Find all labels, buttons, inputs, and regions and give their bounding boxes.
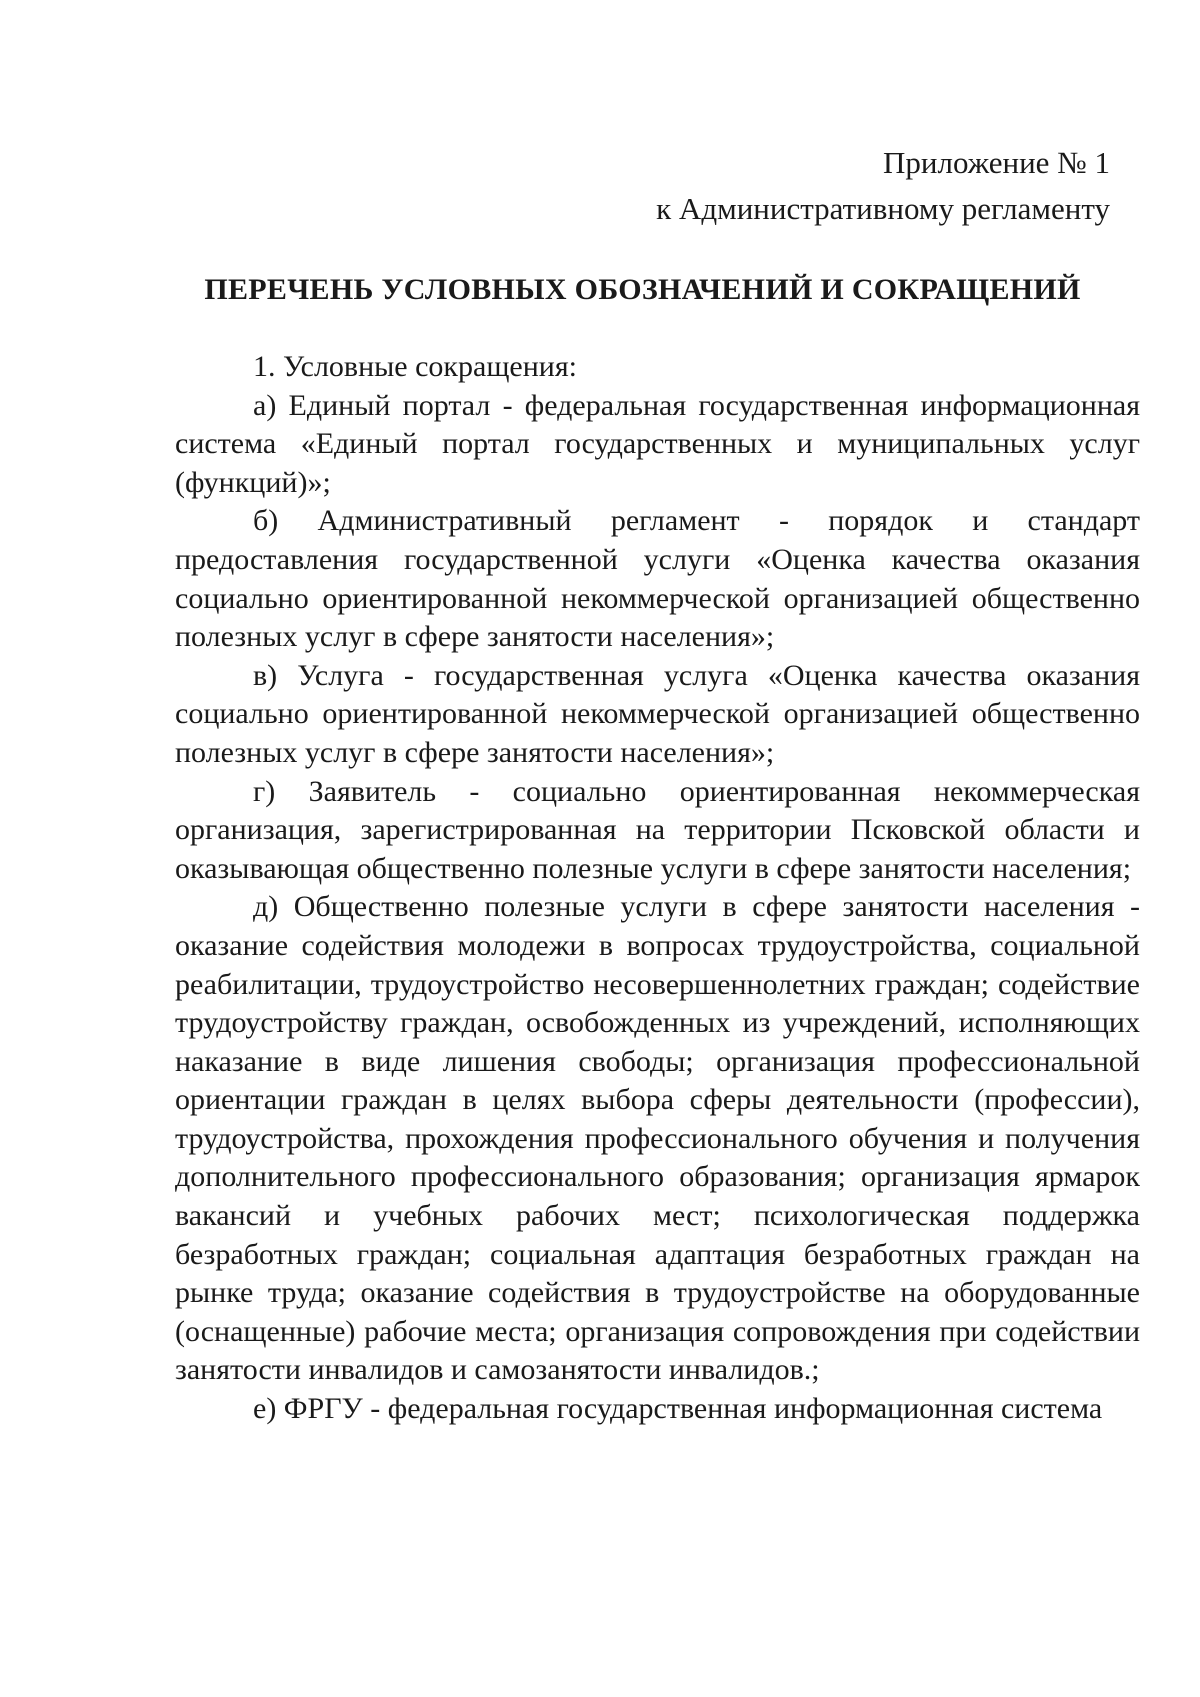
appendix-reference bbox=[656, 140, 1110, 232]
appendix-number: Приложение № 1 bbox=[883, 145, 1110, 180]
definition-item-v: в) Услуга - государственная услуга «Оценка качества оказания социально ориентированной некоммерческой организацией общественно полезных услуг в сфере занятости населения»; bbox=[175, 658, 1140, 769]
document-body bbox=[175, 348, 1140, 1429]
definition-item-d: д) Общественно полезные услуги в сфере занятости населения - оказание содействия молодежи в вопросах трудоустройства, социальной реабилитации, трудоустройство несовершеннолетних граждан; содействие трудоустройству граждан, освобожденных из учреждений, исполняющих наказание в виде лишения свободы; организация профессиональной ориентации граждан в целях выбора сферы деятельности (профессии), трудоустройства, прохождения профессионального обучения и получения дополнительного профессионального образования; организация ярмарок вакансий и учебных рабочих мест; психологическая поддержка безработных граждан; социальная адаптация безработных граждан на рынке труда; оказание содействия в трудоустройстве на оборудованные (оснащенные) рабочие места; организация сопровождения при содействии занятости инвалидов и самозанятости инвалидов.; bbox=[175, 890, 1140, 1387]
definition-item-g: г) Заявитель - социально ориентированная некоммерческая организация, зарегистрированная на территории Псковской области и оказывающая общественно полезные услуги в сфере занятости населения; bbox=[175, 774, 1140, 885]
appendix-regulation-ref: к Административному регламенту bbox=[656, 191, 1110, 226]
definition-item-a: а) Единый портал - федеральная государственная информационная система «Единый портал государственных и муниципальных услуг (функций)»; bbox=[175, 388, 1140, 499]
document-title: ПЕРЕЧЕНЬ УСЛОВНЫХ ОБОЗНАЧЕНИЙ И СОКРАЩЕНИЙ bbox=[204, 273, 1081, 306]
definition-item-e: е) ФРГУ - федеральная государственная информационная система bbox=[253, 1392, 1103, 1426]
section-heading: 1. Условные сокращения: bbox=[253, 350, 577, 383]
definition-item-b: б) Административный регламент - порядок и стандарт предоставления государственной услуги «Оценка качества оказания социально ориентированной некоммерческой организацией общественно полезных услуг в сфере занятости населения»; bbox=[175, 504, 1140, 654]
